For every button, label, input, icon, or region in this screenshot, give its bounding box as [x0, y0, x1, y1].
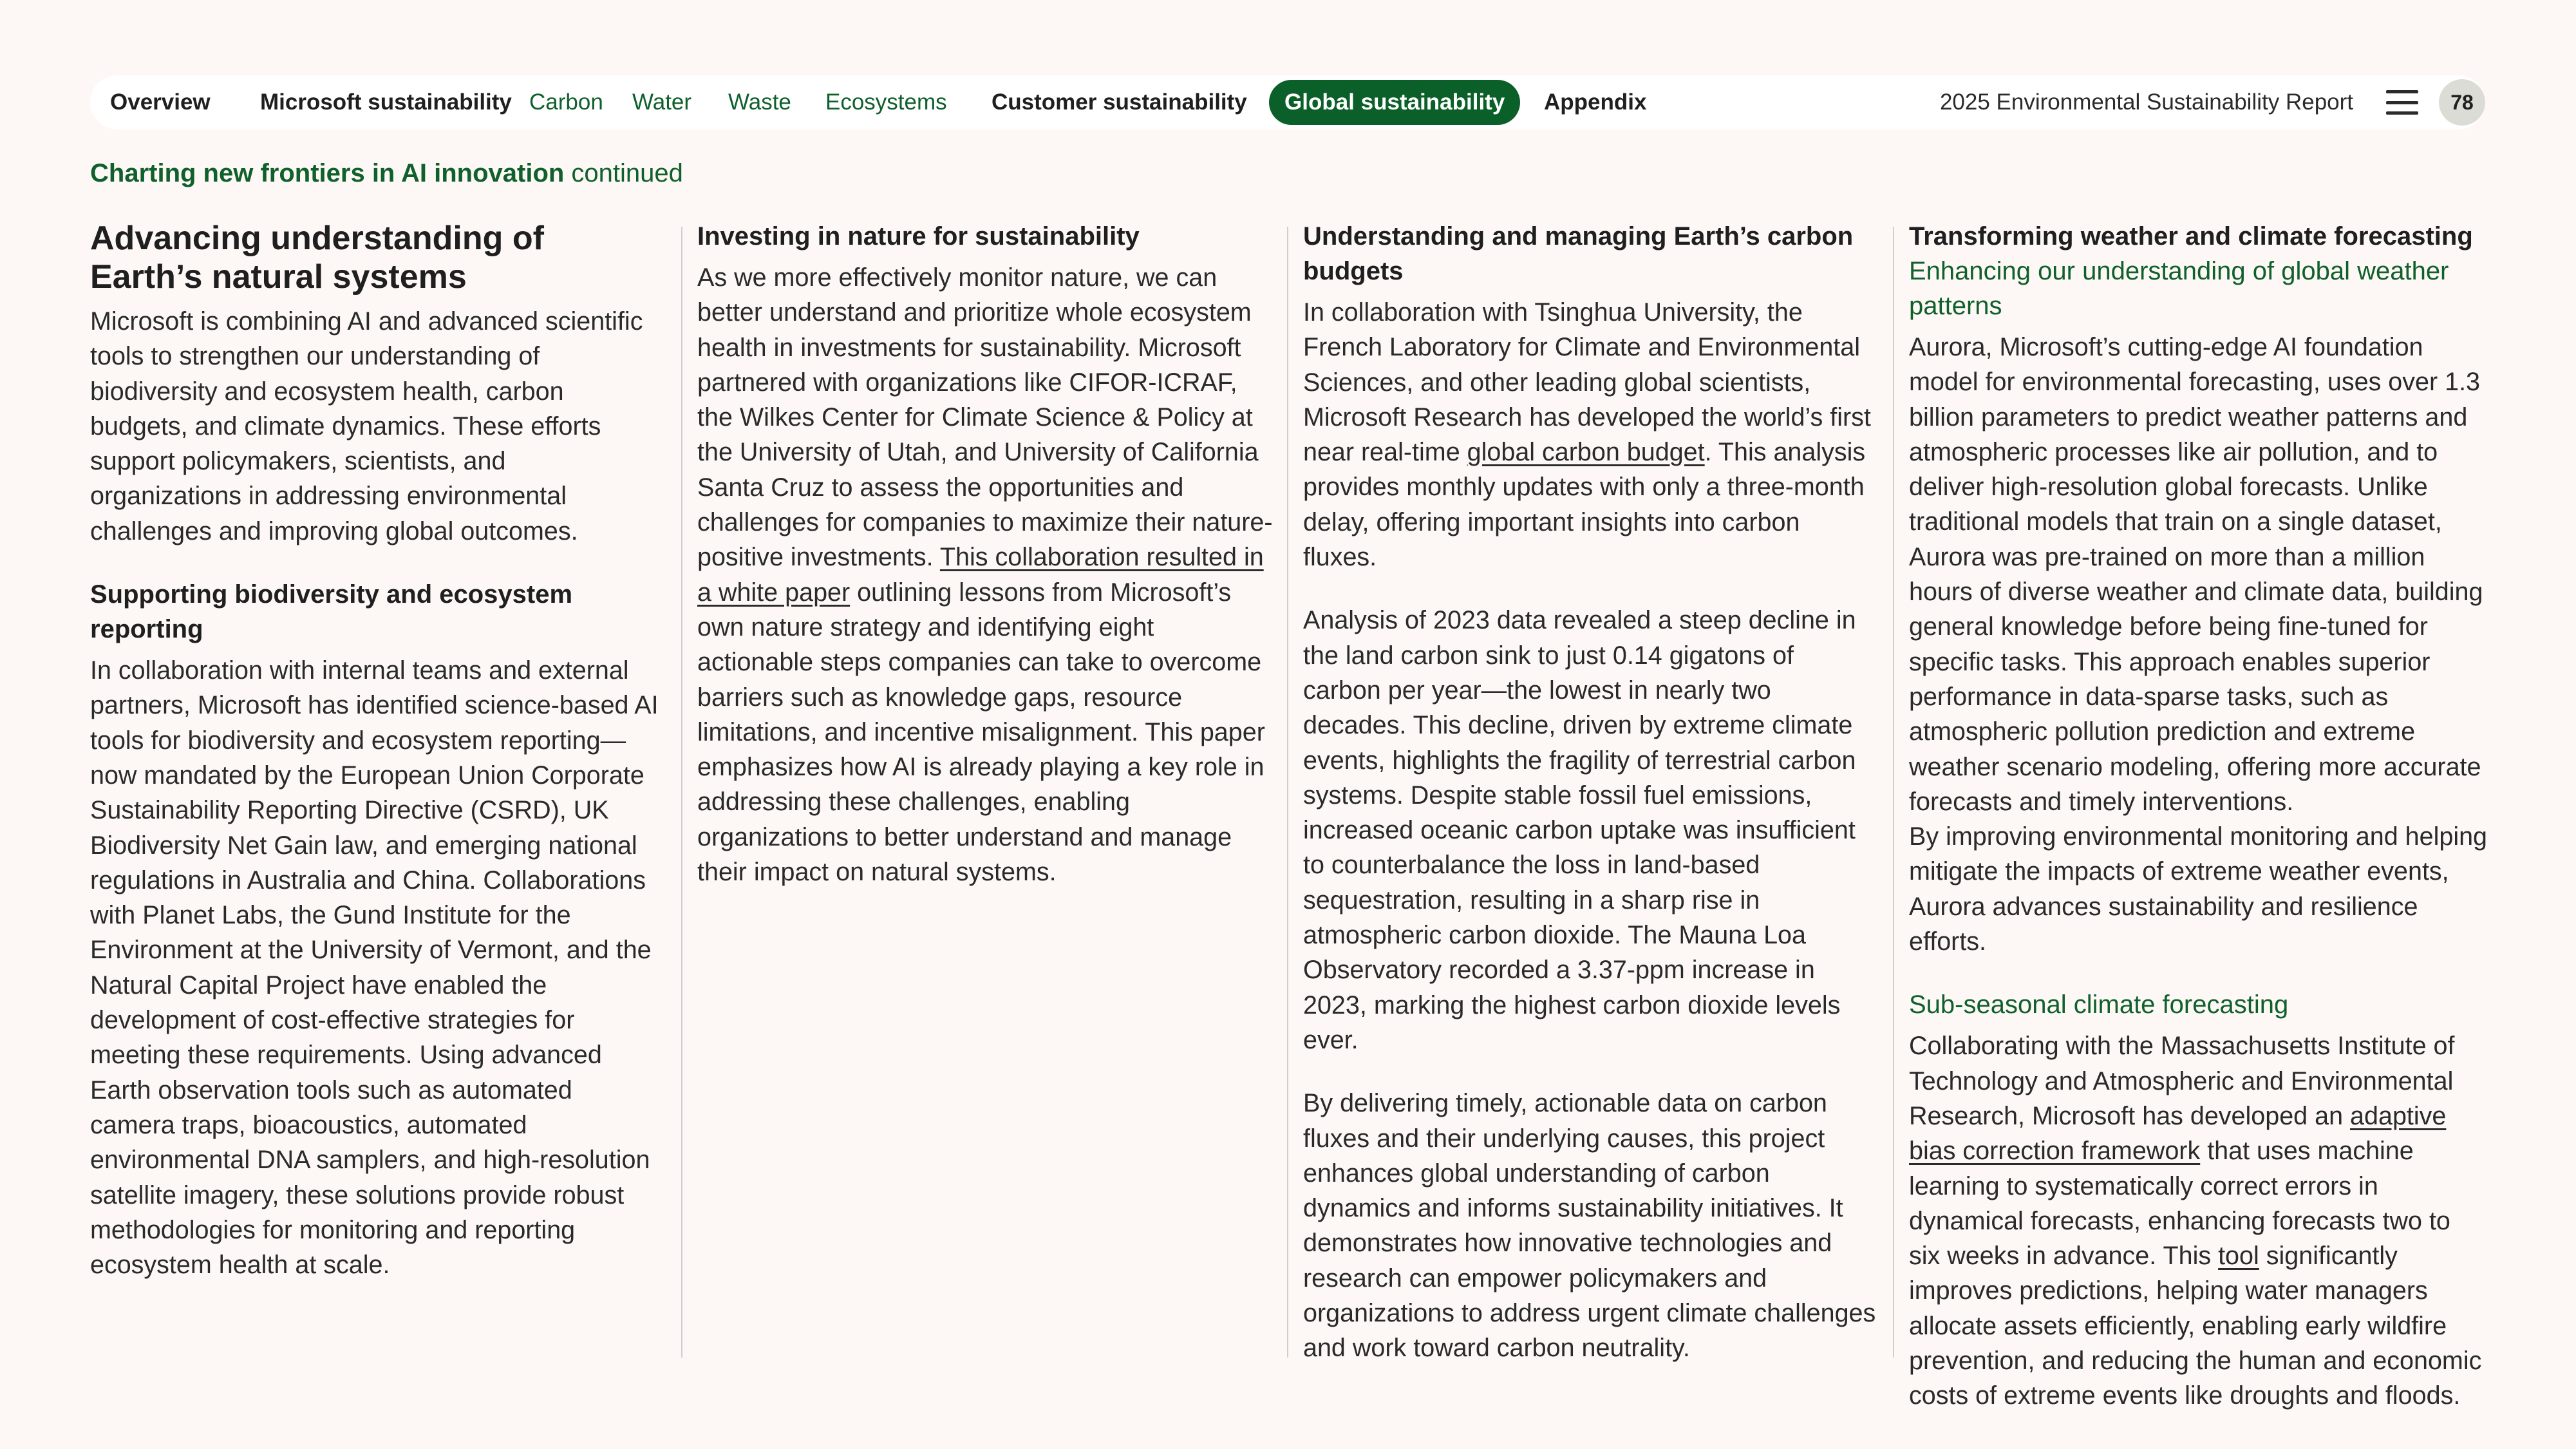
- page-number-badge: 78: [2439, 79, 2485, 126]
- column-divider: [681, 227, 682, 1358]
- column-carbon-budgets: [1303, 219, 1876, 1394]
- hamburger-menu-icon[interactable]: [2386, 90, 2418, 115]
- nav-customer-sustainability[interactable]: Customer sustainability: [992, 90, 1247, 115]
- investing-nature-heading: Investing in nature for sustainability: [697, 222, 1140, 251]
- column-investing-nature: [697, 219, 1277, 918]
- aurora-paragraph: Aurora, Microsoft’s cutting-edge AI foundation model for environmental forecasting, uses over 1.3 billion parameters to predict weather patterns and atmospheric processes like air pollution, and to deliver high-resolution global forecasts. Unlike traditional models that train on a single dataset, Aurora was pre-trained on more than a million hours of diverse weather and climate data, building general knowledge before being fine-tuned for specific tasks. This approach enables superior performance in data-sparse tasks, such as atmospheric pollution prediction and extreme weather scenario modeling, offering more accurate forecasts and timely interventions.: [1909, 333, 2483, 816]
- global-carbon-budget-link[interactable]: global carbon budget: [1467, 438, 1705, 467]
- weather-forecasting-heading: Transforming weather and climate forecasting: [1909, 222, 2473, 251]
- aurora-impact-paragraph: By improving environmental monitoring and helping mitigate the impacts of extreme weather events, Aurora advances sustainability and resilience efforts.: [1909, 822, 2488, 956]
- nav-microsoft-sustainability[interactable]: Microsoft sustainability: [260, 90, 512, 115]
- intro-paragraph: Microsoft is combining AI and advanced scientific tools to strengthen our understanding of biodiversity and ecosystem health, carbon budgets, and climate dynamics. These efforts support policymakers, scientists, and organizations in addressing environmental challenges and improving global outcomes.: [90, 307, 643, 545]
- nav-carbon[interactable]: Carbon: [529, 90, 603, 115]
- white-paper-link[interactable]: This collaboration resulted in a white paper: [697, 543, 1264, 607]
- nav-global-sustainability[interactable]: Global sustainability: [1269, 80, 1520, 125]
- paragraph-text: significantly improves predictions, helping water managers allocate assets efficiently, enabling early wildfire prevention, and reducing the human and economic costs of extreme events like droughts and floods.: [1909, 1242, 2482, 1410]
- nav-water[interactable]: Water: [632, 90, 692, 115]
- section-heading: [90, 159, 683, 188]
- subseasonal-subheading: Sub-seasonal climate forecasting: [1909, 990, 2289, 1019]
- section-title: Charting new frontiers in AI innovation: [90, 159, 565, 187]
- carbon-budgets-heading: Understanding and managing Earth’s carbon budgets: [1303, 222, 1854, 285]
- column-divider: [1287, 227, 1288, 1358]
- column-divider: [1893, 227, 1894, 1358]
- subseasonal-paragraph: [1909, 1028, 2488, 1413]
- adaptive-bias-correction-link[interactable]: adaptive bias correction framework: [1909, 1101, 2447, 1166]
- nav-waste[interactable]: Waste: [728, 90, 791, 115]
- nav-overview[interactable]: Overview: [110, 90, 211, 115]
- paragraph-text: Collaborating with the Massachusetts Institute of Technology and Atmospheric and Environmental Research, Microsoft has developed an: [1909, 1032, 2455, 1130]
- paragraph-text: . This analysis provides monthly updates with only a three-month delay, offering important insights into carbon fluxes.: [1303, 438, 1866, 572]
- report-title: 2025 Environmental Sustainability Report: [1939, 90, 2353, 115]
- column-weather-forecasting: [1909, 219, 2488, 1442]
- paragraph-text: In collaboration with Tsinghua University, the French Laboratory for Climate and Environmental Sciences, and other leading global scientists, Microsoft Research has developed the world’s first near real-time: [1303, 298, 1871, 467]
- section-continued: continued: [564, 159, 683, 187]
- nav-ecosystems[interactable]: Ecosystems: [825, 90, 947, 115]
- land-carbon-sink-paragraph: Analysis of 2023 data revealed a steep decline in the land carbon sink to just 0.14 gigatons of carbon per year—the lowest in nearly two decades. This decline, driven by extreme climate events, highlights the fragility of terrestrial carbon systems. Despite stable fossil fuel emissions, increased oceanic carbon uptake was insufficient to counterbalance the loss in land-based sequestration, resulting in a sharp rise in atmospheric carbon dioxide. The Mauna Loa Observatory recorded a 3.37-ppm increase in 2023, marking the highest carbon dioxide levels ever.: [1303, 606, 1856, 1054]
- carbon-neutrality-paragraph: By delivering timely, actionable data on carbon fluxes and their underlying causes, this project enhances global understanding of carbon dynamics and informs sustainability initiatives. It demonstrates how innovative technologies and research can empower policymakers and organizations to address urgent climate challenges and work toward carbon neutrality.: [1303, 1089, 1876, 1363]
- global-weather-subheading: Enhancing our understanding of global weather patterns: [1909, 257, 2449, 320]
- paragraph-text: outlining lessons from Microsoft’s own nature strategy and identifying eight actionable steps companies can take to overcome barriers such as knowledge gaps, resource limitations, and incentive misalignment. This paper emphasizes how AI is already playing a key role in addressing these challenges, enabling organizations to better understand and manage their impact on natural systems.: [697, 578, 1265, 887]
- nav-appendix[interactable]: Appendix: [1544, 90, 1647, 115]
- paragraph-text: As we more effectively monitor nature, we can better understand and prioritize whole ecosystem health in investments for sustainability. Microsoft partnered with organizations like CIFOR-ICRAF, the Wilkes Center for Climate Science & Policy at the University of Utah, and University of California Santa Cruz to assess the opportunities and challenges for companies to maximize their nature-positive investments.: [697, 263, 1273, 572]
- biodiversity-paragraph: In collaboration with internal teams and external partners, Microsoft has identified science-based AI tools for biodiversity and ecosystem reporting—now mandated by the European Union Corporate Sustainability Reporting Directive (CSRD), UK Biodiversity Net Gain law, and emerging national regulations in Australia and China. Collaborations with Planet Labs, the Gund Institute for the Environment at the University of Vermont, and the Natural Capital Project have enabled the development of cost-effective strategies for meeting these requirements. Using advanced Earth observation tools such as automated camera traps, bioacoustics, automated environmental DNA samplers, and high-resolution satellite imagery, these solutions provide robust methodologies for monitoring and reporting ecosystem health at scale.: [90, 656, 659, 1280]
- top-navigation: [90, 75, 2485, 129]
- investing-nature-paragraph: [697, 260, 1277, 889]
- paragraph-text: that uses machine learning to systematically correct errors in dynamical forecasts, enhancing forecasts two to six weeks in advance. This: [1909, 1137, 2450, 1271]
- tool-link[interactable]: tool: [2218, 1242, 2259, 1271]
- column-title: Advancing understanding of Earth’s natural systems: [90, 220, 544, 296]
- biodiversity-subheading: Supporting biodiversity and ecosystem reporting: [90, 580, 573, 644]
- column-natural-systems: [90, 219, 660, 1311]
- carbon-budget-paragraph: [1303, 295, 1876, 574]
